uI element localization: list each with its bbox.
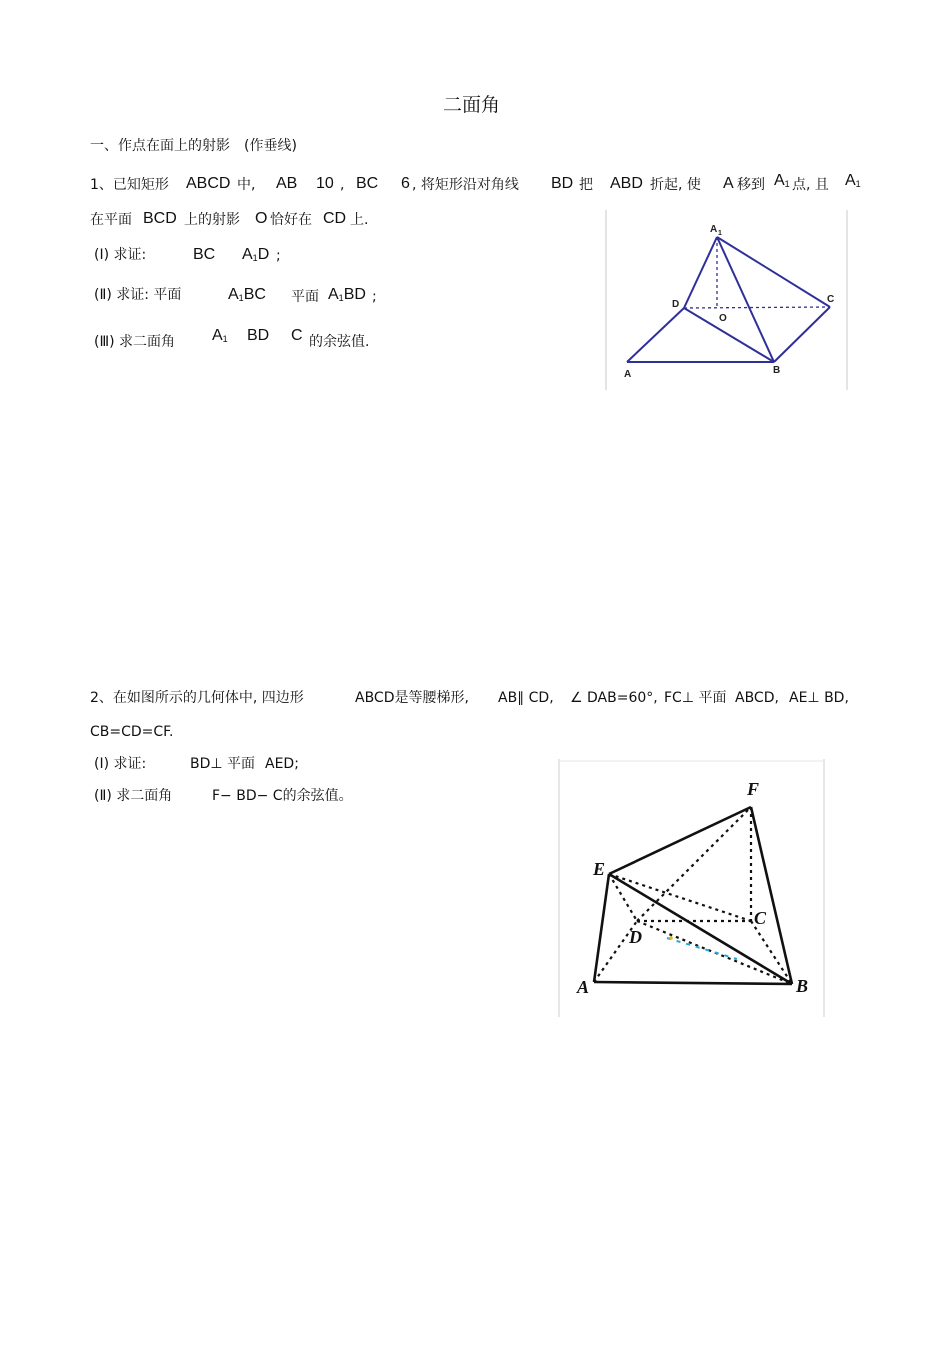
p2-ab-parallel-cd: AB∥ CD, — [498, 690, 554, 706]
fig2-label-f: F — [747, 779, 760, 799]
p1-line2d: 上. — [350, 212, 369, 228]
p2-angle: ∠ DAB=60°, — [570, 690, 658, 706]
p1-q3-c: C — [291, 327, 303, 344]
p1-ba: 把 — [579, 177, 593, 193]
p1-line2a: 在平面 — [90, 212, 132, 228]
p2-q2: (Ⅱ) 求二面角 — [94, 788, 173, 804]
p1-q2-plane: 平面 — [291, 289, 319, 305]
p1-a1-end: $A_1$ — [845, 172, 861, 189]
p2-abcd: ABCD是等腰梯形, — [355, 690, 469, 706]
p2-intro: 2、在如图所示的几何体中, 四边形 — [90, 690, 304, 706]
p2-fc-perp: FC⊥ 平面 — [664, 690, 727, 706]
p1-dian: 点, 且 — [792, 177, 829, 193]
p1-val-10: 10 — [316, 175, 334, 192]
fig2-label-b: B — [796, 976, 809, 996]
fig1-label-d: D — [672, 299, 680, 310]
p1-fold-text: , 将矩形沿对角线 — [412, 177, 519, 193]
fig2-label-c: C — [754, 908, 767, 928]
p1-q3-a1: $A_1$ — [212, 327, 228, 344]
p1-ab: AB — [276, 175, 298, 192]
p1-zhong: 中, — [237, 177, 256, 193]
fig2-label-e: E — [593, 859, 606, 879]
p2-q1-bd: BD⊥ 平面 — [190, 756, 256, 772]
p1-q2-a1bc: $A_1BC$ — [228, 286, 266, 303]
p2-q2-angle: F− BD− C的余弦值。 — [212, 788, 353, 804]
p1-q3-bd: BD — [247, 327, 270, 344]
p2-ae-perp: AE⊥ BD, — [789, 690, 849, 706]
page-title: 二面角 — [443, 94, 501, 116]
fig1-label-b: B — [773, 365, 781, 376]
p1-bd: BD — [551, 175, 574, 192]
fig1-label-a1-sub: 1 — [718, 230, 722, 237]
p1-q1-end: ; — [276, 248, 281, 264]
p1-zheqi: 折起, 使 — [650, 177, 701, 193]
fig1-label-a1: A — [710, 224, 718, 235]
p1-q1-a1d: $A_1D$ — [242, 246, 270, 263]
p1-a1: $A_1$ — [774, 172, 790, 189]
p1-q3: (Ⅲ) 求二面角 — [94, 334, 176, 350]
fig1-label-c: C — [827, 294, 835, 305]
p1-bc: BC — [356, 175, 379, 192]
p1-abcd: ABCD — [186, 175, 231, 192]
p1-intro: 1、已知矩形 — [90, 177, 169, 193]
figure-2-solid — [557, 759, 827, 1017]
p1-abd: ABD — [610, 175, 643, 192]
figure-1-folded-rectangle — [605, 210, 850, 390]
section-heading: 一、作点在面上的射影 (作垂线) — [90, 138, 297, 154]
p1-q1-bc: BC — [193, 246, 216, 263]
p2-q1: (Ⅰ) 求证: — [94, 756, 147, 772]
p1-q2: (Ⅱ) 求证: 平面 — [94, 287, 182, 303]
p2-q1-aed: AED; — [265, 756, 299, 772]
fig2-label-a: A — [577, 977, 590, 997]
p1-bcd: BCD — [143, 210, 177, 227]
fig1-label-o: O — [719, 313, 727, 324]
p1-comma: , — [340, 177, 345, 193]
p1-q2-a1bd: $A_1BD$ — [328, 286, 366, 303]
p1-line2c: 恰好在 — [270, 212, 312, 228]
p1-q1: (Ⅰ) 求证: — [94, 247, 147, 263]
p1-q2-end: ; — [372, 289, 377, 305]
p1-yidao: 移到 — [737, 177, 765, 193]
p1-o: O — [255, 210, 268, 227]
p2-abcd2: ABCD, — [735, 690, 779, 706]
p1-line2b: 上的射影 — [184, 212, 240, 228]
p1-a: A — [723, 175, 734, 192]
fig2-label-d: D — [629, 927, 642, 947]
p1-val-6: 6 — [401, 175, 410, 192]
p1-cd: CD — [323, 210, 347, 227]
p1-q3-end: 的余弦值. — [309, 334, 370, 350]
p2-line2: CB=CD=CF. — [90, 724, 174, 740]
fig1-label-a: A — [624, 369, 632, 380]
